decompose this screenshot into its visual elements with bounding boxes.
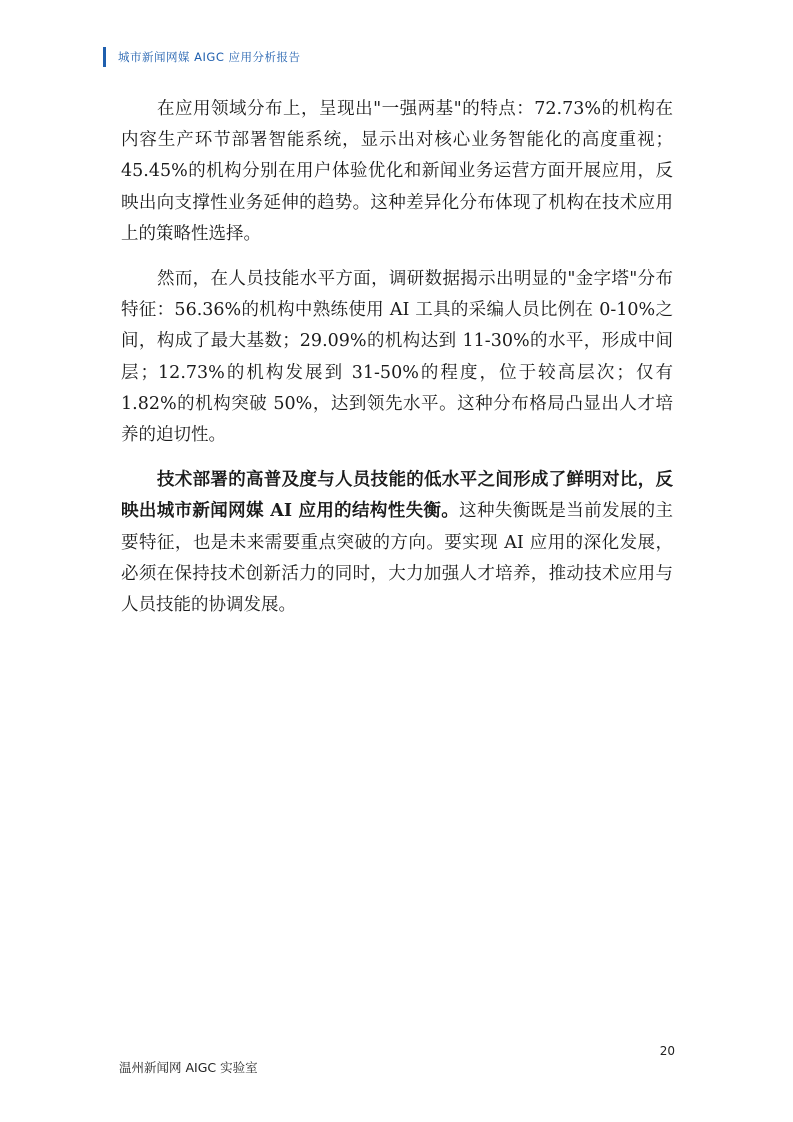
paragraph-staff-skills: 然而，在人员技能水平方面，调研数据揭示出明显的"金字塔"分布特征：56.36%的机构中熟练使用 AI 工具的采编人员比例在 0-10%之间，构成了最大基数；29.09%的机构达到 11-30%的水平，形成中间层；12.73%的机构发展到 31-50%的程度，位于较高层次；仅有 1.82%的机构突破 50%，达到领先水平。这种分布格局凸显出人才培养的迫切性。 [121, 269, 673, 446]
header-accent-bar [103, 47, 106, 67]
paragraph-bold-lead: 技术部署的高普及度与人员技能的低水平之间形成了鲜明对比，反映出城市新闻网媒 AI 应用的结构性失衡。 [121, 470, 673, 522]
page-number: 20 [659, 1044, 675, 1058]
footer-organization: 温州新闻网 AIGC 实验室 [119, 1060, 258, 1075]
header-title: 城市新闻网媒 AIGC 应用分析报告 [118, 50, 301, 64]
paragraph-application-distribution: 在应用领域分布上，呈现出"一强两基"的特点：72.73%的机构在内容生产环节部署智能系统，显示出对核心业务智能化的高度重视；45.45%的机构分别在用户体验优化和新闻业务运营方面开展应用，反映出向支撑性业务延伸的趋势。这种差异化分布体现了机构在技术应用上的策略性选择。 [121, 99, 673, 244]
body-content [121, 94, 673, 621]
paragraph-rest: 这种失衡既是当前发展的主要特征，也是未来需要重点突破的方向。要实现 AI 应用的深化发展，必须在保持技术创新活力的同时，大力加强人才培养，推动技术应用与人员技能的协调发展。 [121, 501, 674, 616]
paragraph-structural-imbalance [121, 465, 673, 621]
page-header [103, 46, 301, 68]
